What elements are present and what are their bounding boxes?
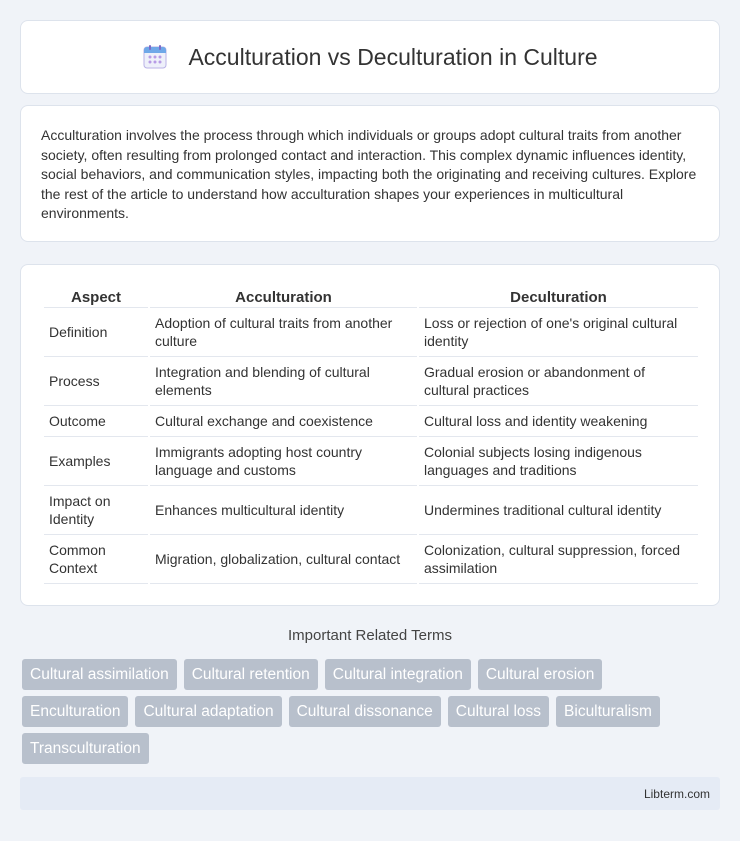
table-header-row	[44, 285, 698, 308]
related-term-tag[interactable]: Cultural erosion	[478, 659, 603, 690]
table-row	[44, 357, 698, 406]
aspect-cell: Impact on Identity	[44, 486, 148, 535]
aspect-cell: Examples	[44, 437, 148, 486]
deculturation-cell: Colonial subjects losing indigenous languages and traditions	[419, 437, 698, 486]
footer-bar	[20, 777, 720, 810]
title-wrap	[142, 44, 597, 71]
aspect-cell: Process	[44, 357, 148, 406]
header-aspect: Aspect	[44, 285, 148, 308]
aspect-cell: Common Context	[44, 535, 148, 584]
acculturation-cell: Immigrants adopting host country language and customs	[150, 437, 417, 486]
comparison-card	[20, 264, 720, 606]
deculturation-cell: Loss or rejection of one's original cultural identity	[419, 308, 698, 357]
table-row	[44, 486, 698, 535]
deculturation-cell: Colonization, cultural suppression, forced assimilation	[419, 535, 698, 584]
related-term-tag[interactable]: Biculturalism	[556, 696, 660, 727]
intro-paragraph: Acculturation involves the process through which individuals or groups adopt cultural traits from another society, often resulting from prolonged contact and interaction. This complex dynamic influences identity, social behaviors, and communication styles, impacting both the originating and receiving cultures. Explore the rest of the article to understand how acculturation shapes your experiences in multicultural environments.	[41, 127, 697, 221]
acculturation-cell: Enhances multicultural identity	[150, 486, 417, 535]
related-term-tag[interactable]: Transculturation	[22, 733, 149, 764]
related-terms-list	[22, 659, 722, 770]
related-terms-title: Important Related Terms	[288, 627, 452, 644]
related-term-tag[interactable]: Enculturation	[22, 696, 128, 727]
header-acculturation: Acculturation	[150, 285, 417, 308]
table-row	[44, 406, 698, 437]
related-term-tag[interactable]: Cultural assimilation	[22, 659, 177, 690]
footer-site-link[interactable]: Libterm.com	[643, 786, 710, 801]
acculturation-cell: Cultural exchange and coexistence	[150, 406, 417, 437]
related-term-tag[interactable]: Cultural retention	[184, 659, 318, 690]
table-row	[44, 437, 698, 486]
related-term-tag[interactable]: Cultural loss	[448, 696, 549, 727]
acculturation-cell: Integration and blending of cultural elements	[150, 357, 417, 406]
page-title: Acculturation vs Deculturation in Culture	[188, 43, 598, 70]
aspect-cell: Outcome	[44, 406, 148, 437]
deculturation-cell: Cultural loss and identity weakening	[419, 406, 698, 437]
acculturation-cell: Migration, globalization, cultural contact	[150, 535, 417, 584]
deculturation-cell: Gradual erosion or abandonment of cultural practices	[419, 357, 698, 406]
header-deculturation: Deculturation	[419, 285, 698, 308]
calendar-icon	[142, 44, 168, 70]
deculturation-cell: Undermines traditional cultural identity	[419, 486, 698, 535]
related-term-tag[interactable]: Cultural adaptation	[135, 696, 281, 727]
related-term-tag[interactable]: Cultural dissonance	[289, 696, 441, 727]
related-term-tag[interactable]: Cultural integration	[325, 659, 471, 690]
comparison-table	[42, 285, 700, 584]
intro-card	[20, 105, 720, 242]
aspect-cell: Definition	[44, 308, 148, 357]
header-card	[20, 20, 720, 94]
acculturation-cell: Adoption of cultural traits from another culture	[150, 308, 417, 357]
table-row	[44, 308, 698, 357]
table-row	[44, 535, 698, 584]
